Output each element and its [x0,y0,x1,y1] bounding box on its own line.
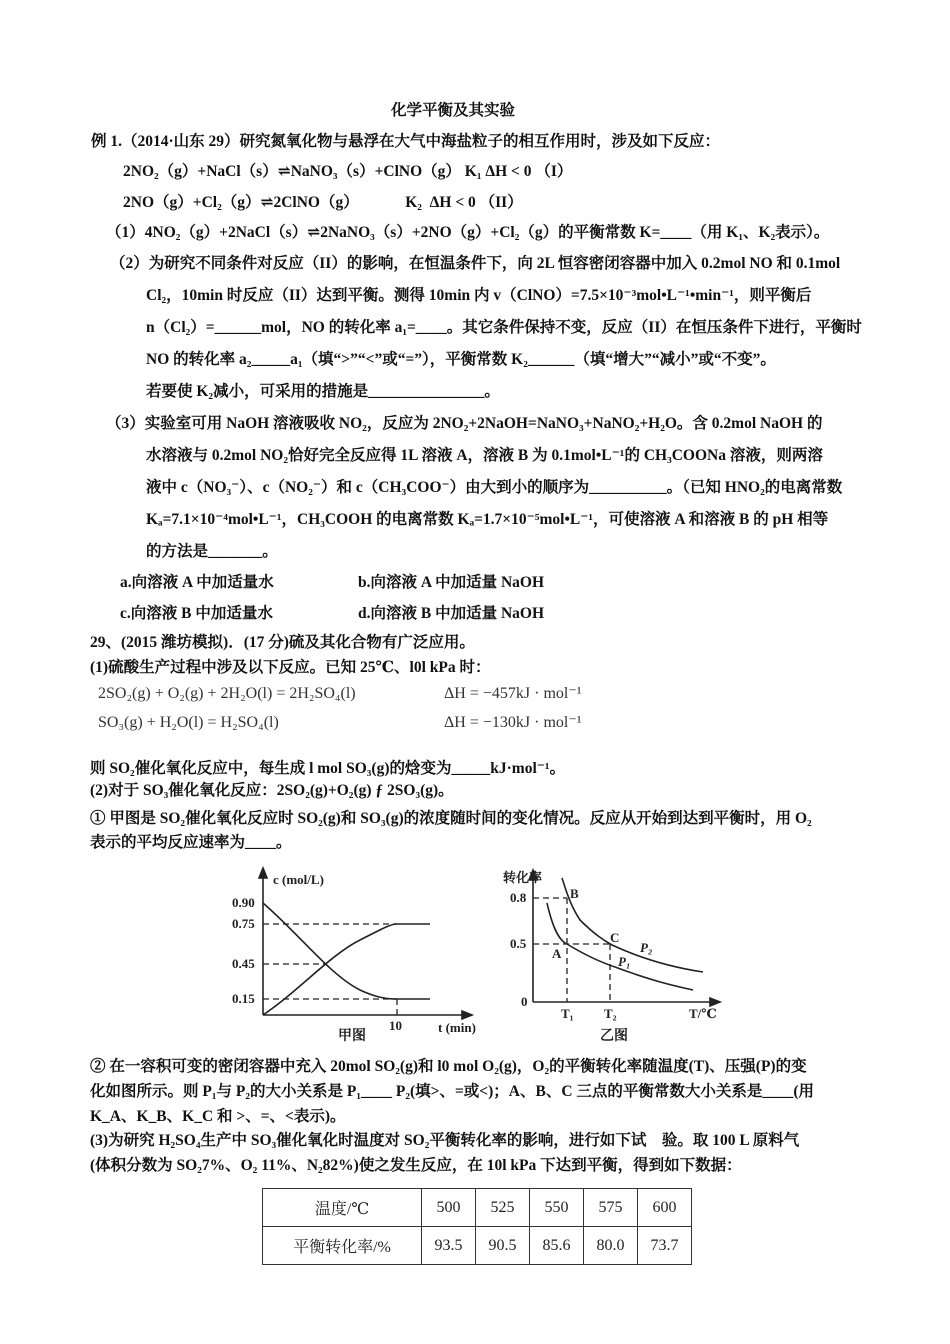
q29-sub1-line: ① 甲图是 SO₂催化氧化反应时 SO₂(g)和 SO₃(g)的浓度随时间的变化情况。反应从开始到达到平衡时，用 O₂ [90,810,812,827]
guide-lines [533,898,610,1002]
y-tick: 0.15 [232,991,255,1006]
figure-jia [259,868,472,1019]
question-2-line: 若要使 K₂减小，可采用的措施是_______________。 [146,383,500,400]
question-2-line: NO 的转化率 a₂_____a₁（填“>”“<”或“=”），平衡常数 K₂______（填“增大”“减小”或“不变”。 [146,351,776,368]
table-cell: 85.6 [530,1227,584,1265]
x-axis-label: t (min) [438,1020,476,1035]
question-3-line: 液中 c（NO₃⁻）、c（NO₂⁻）和 c（CH₃COO⁻）由大到小的顺序为__________。（已知 HNO₂的电离常数 [146,479,843,496]
table-cell: 575 [584,1189,638,1227]
y-tick: 0.75 [232,916,255,931]
point-c-label: C [610,930,620,945]
question-3-line: 水溶液与 0.2mol NO₂恰好完全反应得 1L 溶液 A，溶液 B 为 0.1mol•L⁻¹的 CH₃COONa 溶液，则两溶 [146,447,823,464]
x-tick-t1: T₁ [561,1006,574,1021]
p1-curve [547,903,693,990]
figure-yi [529,870,720,1006]
x-axis-arrow [462,1011,472,1019]
option-d: d.向溶液 B 中加适量 NaOH [358,605,545,622]
q29-part2: (2)对于 SO₃催化氧化反应：2SO₂(g)+O₂(g) ƒ 2SO₃(g)。 [90,782,454,799]
option-b: b.向溶液 A 中加适量 NaOH [358,574,545,591]
table-cell: 525 [476,1189,530,1227]
table-cell: 600 [638,1189,692,1227]
table-row [263,1227,692,1265]
enthalpy-b: ΔH = −130kJ · mol⁻¹ [444,714,582,731]
question-3-line: （3）实验室可用 NaOH 溶液吸收 NO₂，反应为 2NO₂+2NaOH=NaNO₃+NaNO₂+H₂O。含 0.2mol NaOH 的 [106,415,823,432]
enthalpy-a: ΔH = −457kJ · mol⁻¹ [444,685,582,702]
table-cell: 500 [422,1189,476,1227]
x-axis-label: T/℃ [689,1006,717,1021]
table-cell: 550 [530,1189,584,1227]
so3-curve [263,924,430,1015]
q29-part3-line: (体积分数为 SO₂7%、O₂ 11%、N₂82%)使之发生反应，在 10l kPa 下达到平衡，得到如下数据： [90,1157,742,1174]
question-2-line: n（Cl₂）=______mol，NO 的转化率 a₁=____。其它条件保持不变，反应（II）在恒压条件下进行，平衡时 [146,319,862,336]
q29-sub2-line: 化如图所示。则 P₁与 P₂的大小关系是 P₁____ P₂(填>、=或<)；A、B、C 三点的平衡常数大小关系是____(用 [90,1083,815,1100]
equation-b: SO₃(g) + H₂O(l) = H₂SO₄(l) [98,714,279,731]
so2-curve [263,903,430,999]
example1-intro: 例 1.（2014·山东 29）研究氮氧化物与悬浮在大气中海盐粒子的相互作用时，涉及如下反应： [91,133,721,150]
q29-part3-line: (3)为研究 H₂SO₄生产中 SO₃催化氧化时温度对 SO₂平衡转化率的影响，进行如下试 验。取 100 L 原料气 [90,1132,800,1149]
y-tick: 0.8 [510,890,527,905]
question-2-line: （2）为研究不同条件对反应（II）的影响，在恒温条件下，向 2L 恒容密闭容器中加入 0.2mol NO 和 0.1mol [110,255,841,272]
caption: 乙图 [600,1029,628,1044]
point-b-label: B [570,886,579,901]
table-cell: 73.7 [638,1227,692,1265]
caption: 甲图 [338,1029,366,1044]
y-tick: 0.90 [232,895,255,910]
reaction-2: 2NO（g）+Cl₂（g）⇌2ClNO（g） K₂ ΔH < 0 （II） [123,194,523,211]
data-table [262,1188,692,1265]
question-3-line: Kₐ=7.1×10⁻⁴mol•L⁻¹，CH₃COOH 的电离常数 Kₐ=1.7×10⁻⁵mol•L⁻¹，可使溶液 A 和溶液 B 的 pH 相等 [146,511,829,528]
option-a: a.向溶液 A 中加适量水 [120,574,274,591]
table-cell: 93.5 [422,1227,476,1265]
q29-sub2-line: ② 在一容积可变的密闭容器中充入 20mol SO₂(g)和 l0 mol O₂(g)，O₂的平衡转化率随温度(T)、压强(P)的变 [90,1058,807,1075]
p2-curve [562,878,703,972]
guide-lines [263,924,397,1015]
x-axis-arrow [710,998,720,1006]
point-a-label: A [552,946,562,961]
question-1: （1）4NO₂（g）+2NaCl（s）⇌2NaNO₃（s）+2NO（g）+Cl₂（g）的平衡常数 K=____（用 K₁、K₂表示）。 [106,224,830,241]
curve-p2-label: P₂ [640,940,653,955]
q29-part1: (1)硫酸生产过程中涉及以下反应。已知 25℃、l0l kPa 时： [90,659,491,676]
page-title: 化学平衡及其实验 [391,102,516,119]
table-cell: 90.5 [476,1227,530,1265]
q29-sub1-line: 表示的平均反应速率为____。 [90,834,292,851]
q29-enthalpy-question: 则 SO₂催化氧化反应中，每生成 l mol SO₃(g)的焓变为_____kJ·mol⁻¹。 [90,760,566,777]
y-axis-arrow [259,868,267,878]
y-axis-label: 转化率 [503,870,543,885]
q29-heading: 29、(2015 潍坊模拟)．(17 分)硫及其化合物有广泛应用。 [90,634,475,651]
reaction-1: 2NO₂（g）+NaCl（s）⇌NaNO₃（s）+ClNO（g） K₁ ΔH < 0 （I） [123,163,573,180]
x-tick: 10 [389,1018,402,1033]
y-tick: 0.45 [232,956,255,971]
x-tick-t2: T₂ [604,1006,617,1021]
question-2-line: Cl₂，10min 时反应（II）达到平衡。测得 10min 内 v（ClNO）=7.5×10⁻³mol•L⁻¹•min⁻¹，则平衡后 [146,287,812,304]
curve-p1-label: P₁ [618,954,631,969]
equation-a: 2SO₂(g) + O₂(g) + 2H₂O(l) = 2H₂SO₄(l) [98,685,356,702]
option-c: c.向溶液 B 中加适量水 [120,605,273,622]
y-tick: 0.5 [510,936,527,951]
question-3-line: 的方法是_______。 [146,543,278,560]
table-cell: 80.0 [584,1227,638,1265]
q29-sub2-line: K_A、K_B、K_C 和 >、=、<表示)。 [90,1108,346,1125]
row-header: 平衡转化率/% [263,1227,422,1265]
row-header: 温度/℃ [263,1189,422,1227]
y-axis-label: c (mol/L) [273,872,324,887]
y-tick: 0 [521,994,528,1009]
table-row [263,1189,692,1227]
figure-jia-labels [232,872,476,1044]
